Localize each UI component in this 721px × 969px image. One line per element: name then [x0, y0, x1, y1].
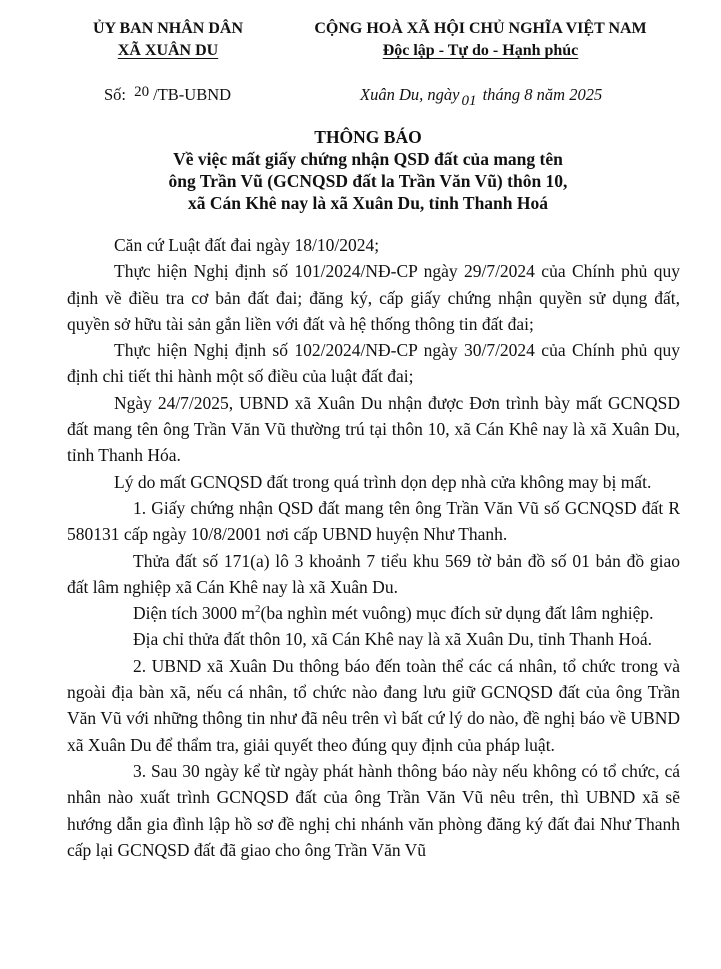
notice-heading: THÔNG BÁO — [314, 127, 422, 147]
area-text: Diện tích 3000 m — [133, 603, 255, 624]
date-place: Xuân Du, ngày — [360, 85, 460, 104]
authority-line-2 — [48, 40, 288, 62]
paragraph-area — [67, 600, 680, 626]
paragraph-land-plot: Thửa đất số 171(a) lô 3 khoảnh 7 tiểu khu 569 tờ bản đồ số 01 bản đồ giao đất lâm nghiệp xã Cán Khê nay là xã Xuân Du. — [67, 550, 680, 597]
paragraph-plot-address: Địa chỉ thửa đất thôn 10, xã Cán Khê nay là xã Xuân Du, tỉnh Thanh Hoá. — [133, 629, 652, 650]
national-motto-line — [288, 40, 673, 62]
issue-date — [360, 85, 603, 109]
paragraph-item-2-announcement: 2. UBND xã Xuân Du thông báo đến toàn thể các cá nhân, tổ chức trong và ngoài địa bàn xã, nếu cá nhân, tổ chức nào đang lưu giữ GCNQSD đất của ông Trần Văn Vũ với những thông tin như đã nêu trên vì bất cứ lý do nào, đề nghị báo về UBND xã Xuân Du để thẩm tra, giải quyết theo đúng quy định của pháp luật. — [67, 655, 680, 755]
paragraph-decree-101: Thực hiện Nghị định số 101/2024/NĐ-CP ngày 29/7/2024 của Chính phủ quy định về điều tra cơ bản đất đai; đăng ký, cấp giấy chứng nhận quyền sử dụng đất, quyền sở hữu tài sản gắn liền với đất và hệ thống thông tin đất đai; — [67, 261, 680, 334]
notice-title — [60, 126, 676, 214]
doc-number-prefix: Số: — [104, 85, 127, 104]
paragraph-decree-102: Thực hiện Nghị định số 102/2024/NĐ-CP ngày 30/7/2024 của Chính phủ quy định chi tiết thi hành một số điều của luật đất đai; — [67, 340, 680, 387]
authority-line-1: ỦY BAN NHÂN DÂN — [92, 20, 244, 37]
area-unit-exponent: 2 — [255, 603, 261, 616]
notice-subject-line-1: Về việc mất giấy chứng nhận QSD đất của mang tên — [173, 149, 563, 169]
paragraph-application: Ngày 24/7/2025, UBND xã Xuân Du nhận được Đơn trình bày mất GCNQSD đất mang tên ông Trần Văn Vũ thường trú tại thôn 10, xã Cán Khê nay là xã Xuân Du, tỉnh Thanh Hóa. — [67, 392, 680, 466]
doc-number-suffix: /TB-UBND — [153, 85, 232, 104]
paragraph-item-1-certificate: 1. Giấy chứng nhận QSD đất mang tên ông Trần Văn Vũ số GCNQSD đất R 580131 cấp ngày 10/8/2001 nơi cấp UBND huyện Như Thanh. — [67, 497, 680, 545]
paragraph-reason: Lý do mất GCNQSD đất trong quá trình dọn dẹp nhà cửa không may bị mất. — [114, 471, 652, 492]
notice-subject-line-3: xã Cán Khê nay là xã Xuân Du, tỉnh Thanh Hoá — [188, 193, 548, 213]
national-title: CỘNG HOÀ XÃ HỘI CHỦ NGHĨA VIỆT NAM — [314, 20, 647, 37]
document-number — [104, 85, 231, 105]
national-motto: Độc lập - Tự do - Hạnh phúc — [382, 42, 579, 59]
notice-body — [67, 232, 680, 863]
authority-name: XÃ XUÂN DU — [117, 42, 219, 59]
date-day: 01 — [461, 93, 477, 109]
notice-subject-line-2: ông Trần Vũ (GCNQSD đất la Trần Văn Vũ) thôn 10, — [168, 171, 568, 191]
issuing-authority — [48, 18, 288, 62]
area-purpose-text: (ba nghìn mét vuông) mục đích sử dụng đất lâm nghiệp. — [260, 603, 654, 624]
paragraph-item-3-reissue: 3. Sau 30 ngày kể từ ngày phát hành thông báo này nếu không có tổ chức, cá nhân nào xuất trình GCNQSD đất của ông Trần Văn Vũ nêu trên, thì UBND xã sẽ hướng dẫn gia đình lập hồ sơ đề nghị chi nhánh văn phòng đăng ký đất đai Như Thanh cấp lại GCNQSD đất đã giao cho ông Trần Văn Vũ — [67, 760, 680, 860]
national-heading — [288, 18, 673, 62]
date-month-year: tháng 8 năm 2025 — [482, 85, 603, 104]
paragraph-legal-basis-law: Căn cứ Luật đất đai ngày 18/10/2024; — [114, 235, 380, 255]
doc-number-value: 20 — [134, 84, 150, 100]
